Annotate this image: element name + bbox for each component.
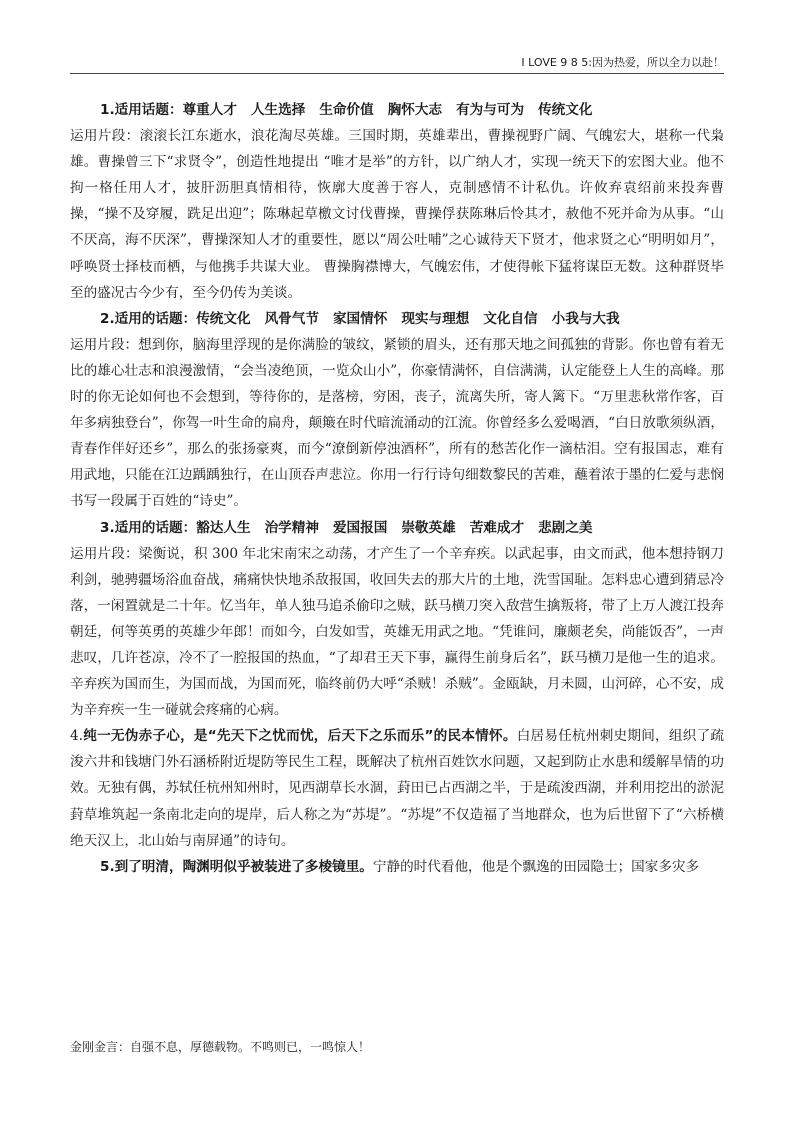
document-body	[70, 97, 724, 880]
topic: 传统文化	[196, 310, 251, 327]
topic: 尊重人才	[182, 102, 237, 118]
section-3-heading	[70, 515, 724, 541]
section-5-paragraph	[70, 854, 724, 880]
section-2-body: 运用片段：想到你，脑海里浮现的是你满脸的皱纹，紧锁的眉头，还有那天地之间孤独的背影。你也曾有着无比的雄心壮志和浪漫激情，“会当凌绝顶，一览众山小”，你豪情满怀，自信满满，认定能登上人生的高峰。那时的你无论如何也不会想到，等待你的，是落榜，穷困，丧子，流离失所，寄人篱下。“万里悲秋常作客，百年多病独登台”，你驾一叶生命的扁舟，颠簸在时代暗流涌动的江流。你曾经多么爱喝酒，“白日放歌须纵酒，青春作伴好还乡”，那么的张扬豪爽，而今“潦倒新停浊酒杯”，所有的愁苦化作一滴枯泪。空有报国志，难有用武地，只能在江边踽踽独行，在山顶吞声悲泣。你用一行行诗句细数黎民的苦难，蘸着浓于墨的仁爱与悲悯书写一段属于百姓的“诗史”。	[70, 336, 724, 510]
section-5-body: 宁静的时代看他，他是个飘逸的田园隐士；国家多灾多	[372, 858, 700, 875]
header-divider	[70, 73, 724, 74]
topic: 悲剧之美	[538, 519, 593, 536]
topic: 胸怀大志	[387, 102, 443, 118]
topic: 崇敬英雄	[401, 519, 456, 536]
section-3-body: 运用片段：梁衡说，积 300 年北宋南宋之动荡，才产生了一个辛弃疾。以武起事，由文而武，他本想持钢刀利剑，驰骋疆场浴血奋战，痛痛快快地杀敌报国，收回失去的那大片的土地，洗雪国耻。怎料忠心遭到猜忌冷落，一闲置就是二十年。忆当年，单人独马追杀偷印之贼，跃马横刀突入敌营生擒叛将，带了上万人渡江投奔朝廷，何等英勇的英雄少年郎！而如今，白发如雪，英雄无用武之地。“凭谁问，廉颇老矣，尚能饭否”，一声悲叹，几许苍凉，冷不了一腔报国的热血，“了却君王天下事，赢得生前身后名”，跃马横刀是他一生的追求。辛弃疾为国而生，为国而战，为国而死，临终前仍大呼“杀贼！杀贼”。金瓯缺，月未圆，山河碎，心不安，成为辛弃疾一生一碰就会疼痛的心病。	[70, 545, 724, 719]
section-1-heading	[70, 97, 724, 123]
section-4-lead: 纯一无伪赤子心，是“先天下之忧而忧，后天下之乐而乐”的民本情怀。	[82, 728, 517, 745]
topic: 小我与大我	[551, 310, 620, 327]
topic: 人生选择	[250, 102, 306, 118]
section-4-body: 白居易任杭州刺史期间，组织了疏浚六井和钱塘门外石涵桥附近堤防等民生工程，既解决了杭州百姓饮水问题，又起到防止水患和缓解旱情的功效。无独有偶，苏轼任杭州知州时，见西湖草长水涸，葑田已占西湖之半，于是疏浚西湖，并利用挖出的淤泥葑草堆筑起一条南北走向的堤岸，后人称之为“苏堤”。“苏堤”不仅造福了当地群众，也为后世留下了“六桥横绝天汉上，北山始与南屏通”的诗句。	[70, 728, 724, 849]
section-2-heading	[70, 306, 724, 332]
topic: 苦难成才	[469, 519, 525, 536]
page-footer: 金刚金言：自强不息，厚德载物。不鸣则已，一鸣惊人！	[70, 1040, 371, 1054]
topic: 文化自信	[483, 310, 538, 327]
section-4-paragraph	[70, 723, 724, 853]
topic: 治学精神	[264, 519, 319, 536]
topic: 传统文化	[538, 102, 593, 118]
topic: 家国情怀	[332, 310, 388, 327]
section-1-prefix: 1.适用话题：	[100, 102, 183, 118]
topic: 风骨气节	[264, 310, 319, 327]
section-1-body: 运用片段：滚滚长江东逝水，浪花淘尽英雄。三国时期，英雄辈出，曹操视野广阔、气魄宏大，堪称一代枭雄。曹操曾三下“求贤令”，创造性地提出 “唯才是举”的方针，以广纳人才，实现一统天下的宏图大业。他不拘一格任用人才，披肝沥胆真情相待，恢廓大度善于容人，克制感情不计私仇。许攸弃袁绍前来投奔曹操，“操不及穿履，跣足出迎”；陈琳起草檄文讨伐曹操，曹操俘获陈琳后怜其才，赦他不死并命为从事。“山不厌高，海不厌深”，曹操深知人才的重要性，愿以“周公吐哺”之心诚待天下贤才，他求贤之心“明明如月”，呼唤贤士择枝而栖，与他携手共谋大业。 曹操胸襟博大，气魄宏伟，才使得帐下猛将谋臣无数。这种群贤毕至的盛况古今少有，至今仍传为美谈。	[70, 128, 724, 301]
section-4-number: 4.	[70, 728, 83, 745]
topic: 生命价值	[319, 102, 374, 118]
topic: 爱国报国	[332, 519, 388, 536]
page-header: I LOVE 9 8 5:因为热爱，所以全力以赴！	[521, 56, 724, 69]
section-3-prefix: 3.适用的话题：	[100, 519, 197, 536]
topic: 现实与理想	[401, 310, 470, 327]
section-2-prefix: 2.适用的话题：	[100, 310, 197, 327]
section-5-lead: 5.到了明清，陶渊明似乎被装进了多棱镜里。	[100, 858, 373, 875]
topic: 有为与可为	[456, 102, 525, 118]
topic: 豁达人生	[196, 519, 251, 536]
